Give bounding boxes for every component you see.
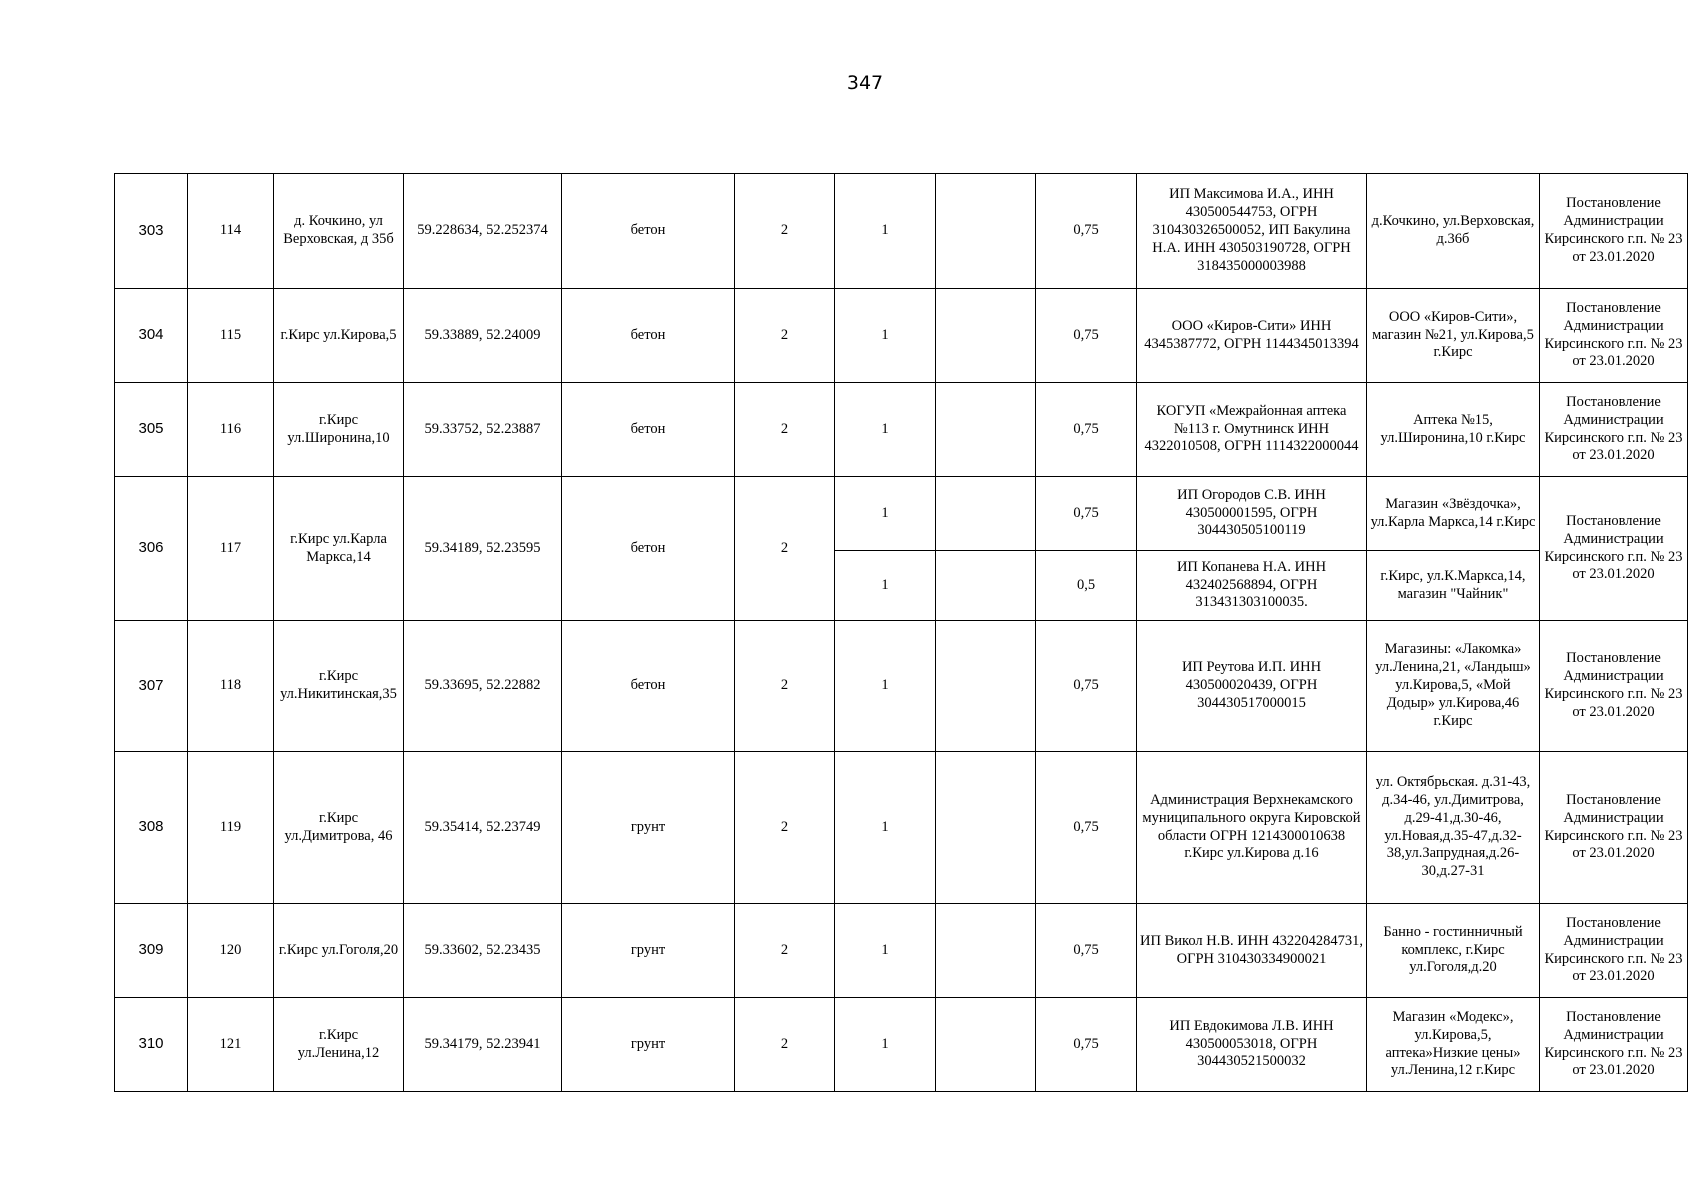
- container-volume: 0,75: [1036, 477, 1137, 551]
- container-quantity: 1: [835, 174, 936, 289]
- container-extra: [936, 621, 1036, 752]
- site-area: 2: [735, 383, 835, 477]
- decree: Постановление Администрации Кирсинского г.п. № 23 от 23.01.2020: [1540, 998, 1688, 1092]
- waste-sites-table: [114, 173, 1688, 1092]
- site-owner: ИП Евдокимова Л.В. ИНН 430500053018, ОГРН 304430521500032: [1137, 998, 1367, 1092]
- row-number: 307: [115, 621, 188, 752]
- site-id: 114: [188, 174, 274, 289]
- site-owner: ИП Максимова И.А., ИНН 430500544753, ОГРН 310430326500052, ИП Бакулина Н.А. ИНН 430503190728, ОГРН 318435000003988: [1137, 174, 1367, 289]
- decree: Постановление Администрации Кирсинского г.п. № 23 от 23.01.2020: [1540, 383, 1688, 477]
- site-address: г.Кирс ул.Ленина,12: [274, 998, 404, 1092]
- container-volume: 0,75: [1036, 289, 1137, 383]
- site-surface: бетон: [562, 174, 735, 289]
- container-quantity: 1: [835, 621, 936, 752]
- site-area: 2: [735, 289, 835, 383]
- site-address: г.Кирс ул.Никитинская,35: [274, 621, 404, 752]
- site-coordinates: 59.35414, 52.23749: [404, 752, 562, 904]
- row-number: 305: [115, 383, 188, 477]
- container-extra: [936, 551, 1036, 621]
- container-volume: 0,75: [1036, 752, 1137, 904]
- container-quantity: 1: [835, 551, 936, 621]
- site-address: д. Кочкино, ул Верховская, д 35б: [274, 174, 404, 289]
- waste-sources: Магазины: «Лакомка» ул.Ленина,21, «Ландыш» ул.Кирова,5, «Мой Додыр» ул.Кирова,46 г.Кирс: [1367, 621, 1540, 752]
- site-surface: грунт: [562, 998, 735, 1092]
- site-owner: Администрация Верхнекамского муниципального округа Кировской области ОГРН 1214300010638 г.Кирс ул.Кирова д.16: [1137, 752, 1367, 904]
- waste-sources: ООО «Киров-Сити», магазин №21, ул.Кирова,5 г.Кирс: [1367, 289, 1540, 383]
- site-surface: грунт: [562, 752, 735, 904]
- waste-sources: д.Кочкино, ул.Верховская, д.36б: [1367, 174, 1540, 289]
- waste-sources: Аптека №15, ул.Широнина,10 г.Кирс: [1367, 383, 1540, 477]
- site-coordinates: 59.33889, 52.24009: [404, 289, 562, 383]
- site-address: г.Кирс ул.Димитрова, 46: [274, 752, 404, 904]
- site-id: 119: [188, 752, 274, 904]
- decree: Постановление Администрации Кирсинского г.п. № 23 от 23.01.2020: [1540, 477, 1688, 621]
- container-extra: [936, 383, 1036, 477]
- waste-sources: ул. Октябрьская. д.31-43, д.34-46, ул.Димитрова, д.29-41,д.30-46, ул.Новая,д.35-47,д.32-38,ул.Запрудная,д.26-30,д.27-31: [1367, 752, 1540, 904]
- container-volume: 0,5: [1036, 551, 1137, 621]
- container-volume: 0,75: [1036, 621, 1137, 752]
- decree: Постановление Администрации Кирсинского г.п. № 23 от 23.01.2020: [1540, 752, 1688, 904]
- decree: Постановление Администрации Кирсинского г.п. № 23 от 23.01.2020: [1540, 174, 1688, 289]
- site-owner: ИП Реутова И.П. ИНН 430500020439, ОГРН 304430517000015: [1137, 621, 1367, 752]
- container-volume: 0,75: [1036, 383, 1137, 477]
- site-owner: КОГУП «Межрайонная аптека №113 г. Омутнинск ИНН 4322010508, ОГРН 1114322000044: [1137, 383, 1367, 477]
- site-id: 115: [188, 289, 274, 383]
- site-id: 120: [188, 904, 274, 998]
- container-volume: 0,75: [1036, 998, 1137, 1092]
- site-address: г.Кирс ул.Широнина,10: [274, 383, 404, 477]
- site-area: 2: [735, 477, 835, 621]
- container-quantity: 1: [835, 998, 936, 1092]
- site-area: 2: [735, 904, 835, 998]
- site-coordinates: 59.228634, 52.252374: [404, 174, 562, 289]
- container-volume: 0,75: [1036, 904, 1137, 998]
- container-extra: [936, 998, 1036, 1092]
- container-quantity: 1: [835, 904, 936, 998]
- site-owner: ИП Копанева Н.А. ИНН 432402568894, ОГРН 313431303100035.: [1137, 551, 1367, 621]
- container-extra: [936, 904, 1036, 998]
- site-surface: бетон: [562, 383, 735, 477]
- row-number: 304: [115, 289, 188, 383]
- row-number: 309: [115, 904, 188, 998]
- site-surface: бетон: [562, 477, 735, 621]
- decree: Постановление Администрации Кирсинского г.п. № 23 от 23.01.2020: [1540, 621, 1688, 752]
- site-surface: бетон: [562, 289, 735, 383]
- container-quantity: 1: [835, 477, 936, 551]
- site-coordinates: 59.33602, 52.23435: [404, 904, 562, 998]
- site-owner: ИП Викол Н.В. ИНН 432204284731, ОГРН 310430334900021: [1137, 904, 1367, 998]
- site-area: 2: [735, 174, 835, 289]
- site-id: 116: [188, 383, 274, 477]
- table-row: [115, 477, 1688, 551]
- row-number: 303: [115, 174, 188, 289]
- container-quantity: 1: [835, 383, 936, 477]
- site-id: 118: [188, 621, 274, 752]
- container-extra: [936, 752, 1036, 904]
- site-coordinates: 59.34189, 52.23595: [404, 477, 562, 621]
- container-volume: 0,75: [1036, 174, 1137, 289]
- site-area: 2: [735, 621, 835, 752]
- site-address: г.Кирс ул.Гоголя,20: [274, 904, 404, 998]
- table-row: [115, 621, 1688, 752]
- table-row: [115, 289, 1688, 383]
- site-coordinates: 59.33752, 52.23887: [404, 383, 562, 477]
- site-surface: бетон: [562, 621, 735, 752]
- table-row: [115, 752, 1688, 904]
- site-id: 121: [188, 998, 274, 1092]
- site-address: г.Кирс ул.Карла Маркса,14: [274, 477, 404, 621]
- waste-sources: г.Кирс, ул.К.Маркса,14, магазин "Чайник": [1367, 551, 1540, 621]
- site-area: 2: [735, 752, 835, 904]
- waste-sources: Магазин «Модекс», ул.Кирова,5, аптека»Низкие цены» ул.Ленина,12 г.Кирс: [1367, 998, 1540, 1092]
- table-row: [115, 904, 1688, 998]
- decree: Постановление Администрации Кирсинского г.п. № 23 от 23.01.2020: [1540, 904, 1688, 998]
- site-owner: ООО «Киров-Сити» ИНН 4345387772, ОГРН 1144345013394: [1137, 289, 1367, 383]
- site-address: г.Кирс ул.Кирова,5: [274, 289, 404, 383]
- waste-sources: Магазин «Звёздочка», ул.Карла Маркса,14 г.Кирс: [1367, 477, 1540, 551]
- row-number: 310: [115, 998, 188, 1092]
- table-row: [115, 174, 1688, 289]
- site-id: 117: [188, 477, 274, 621]
- site-owner: ИП Огородов С.В. ИНН 430500001595, ОГРН 304430505100119: [1137, 477, 1367, 551]
- decree: Постановление Администрации Кирсинского г.п. № 23 от 23.01.2020: [1540, 289, 1688, 383]
- row-number: 306: [115, 477, 188, 621]
- table-body: [115, 174, 1688, 1092]
- site-coordinates: 59.34179, 52.23941: [404, 998, 562, 1092]
- table-row: [115, 383, 1688, 477]
- container-extra: [936, 174, 1036, 289]
- container-extra: [936, 477, 1036, 551]
- site-surface: грунт: [562, 904, 735, 998]
- page-number: 347: [846, 72, 884, 94]
- table-row: [115, 998, 1688, 1092]
- site-coordinates: 59.33695, 52.22882: [404, 621, 562, 752]
- container-extra: [936, 289, 1036, 383]
- container-quantity: 1: [835, 752, 936, 904]
- container-quantity: 1: [835, 289, 936, 383]
- row-number: 308: [115, 752, 188, 904]
- waste-sources: Банно - гостинничный комплекс, г.Кирс ул.Гоголя,д.20: [1367, 904, 1540, 998]
- site-area: 2: [735, 998, 835, 1092]
